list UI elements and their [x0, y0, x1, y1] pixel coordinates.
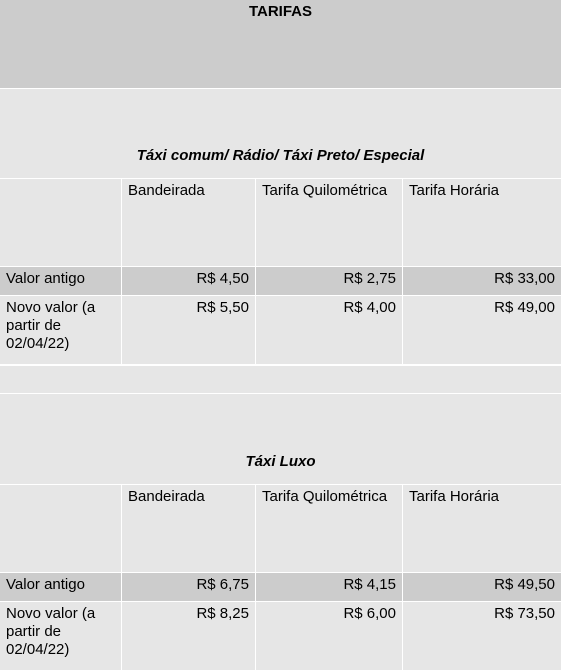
value-cell: R$ 2,75 — [256, 267, 403, 296]
column-header-tarifa-quilometrica: Tarifa Quilométrica — [256, 485, 403, 573]
table-row — [0, 296, 561, 365]
value-cell: R$ 33,00 — [403, 267, 561, 296]
spacer-band — [0, 366, 561, 393]
value-cell: R$ 5,50 — [122, 296, 256, 365]
section-header-2 — [0, 394, 561, 484]
value-cell: R$ 6,75 — [122, 573, 256, 602]
title-band — [0, 0, 561, 88]
value-cell: R$ 73,50 — [403, 602, 561, 671]
tariff-table-1 — [0, 179, 561, 365]
row-label: Novo valor (a partir de 02/04/22) — [0, 296, 122, 365]
value-cell: R$ 6,00 — [256, 602, 403, 671]
table-header-row — [0, 485, 561, 573]
table-header-row — [0, 179, 561, 267]
header-empty-cell — [0, 485, 122, 573]
value-cell: R$ 49,00 — [403, 296, 561, 365]
row-label: Novo valor (a partir de 02/04/22) — [0, 602, 122, 671]
column-header-tarifa-horaria: Tarifa Horária — [403, 179, 561, 267]
section-title-2: Táxi Luxo — [245, 453, 316, 470]
column-header-bandeirada: Bandeirada — [122, 485, 256, 573]
column-header-bandeirada: Bandeirada — [122, 179, 256, 267]
section-title-1: Táxi comum/ Rádio/ Táxi Preto/ Especial — [136, 147, 425, 164]
section-header-1 — [0, 89, 561, 178]
value-cell: R$ 49,50 — [403, 573, 561, 602]
row-label: Valor antigo — [0, 267, 122, 296]
row-label: Valor antigo — [0, 573, 122, 602]
header-empty-cell — [0, 179, 122, 267]
value-cell: R$ 8,25 — [122, 602, 256, 671]
table-row — [0, 573, 561, 602]
column-header-tarifa-quilometrica: Tarifa Quilométrica — [256, 179, 403, 267]
table-row — [0, 267, 561, 296]
tariff-table-2 — [0, 485, 561, 671]
column-header-tarifa-horaria: Tarifa Horária — [403, 485, 561, 573]
table-row — [0, 602, 561, 671]
value-cell: R$ 4,00 — [256, 296, 403, 365]
page-title: TARIFAS — [248, 3, 313, 20]
value-cell: R$ 4,50 — [122, 267, 256, 296]
value-cell: R$ 4,15 — [256, 573, 403, 602]
